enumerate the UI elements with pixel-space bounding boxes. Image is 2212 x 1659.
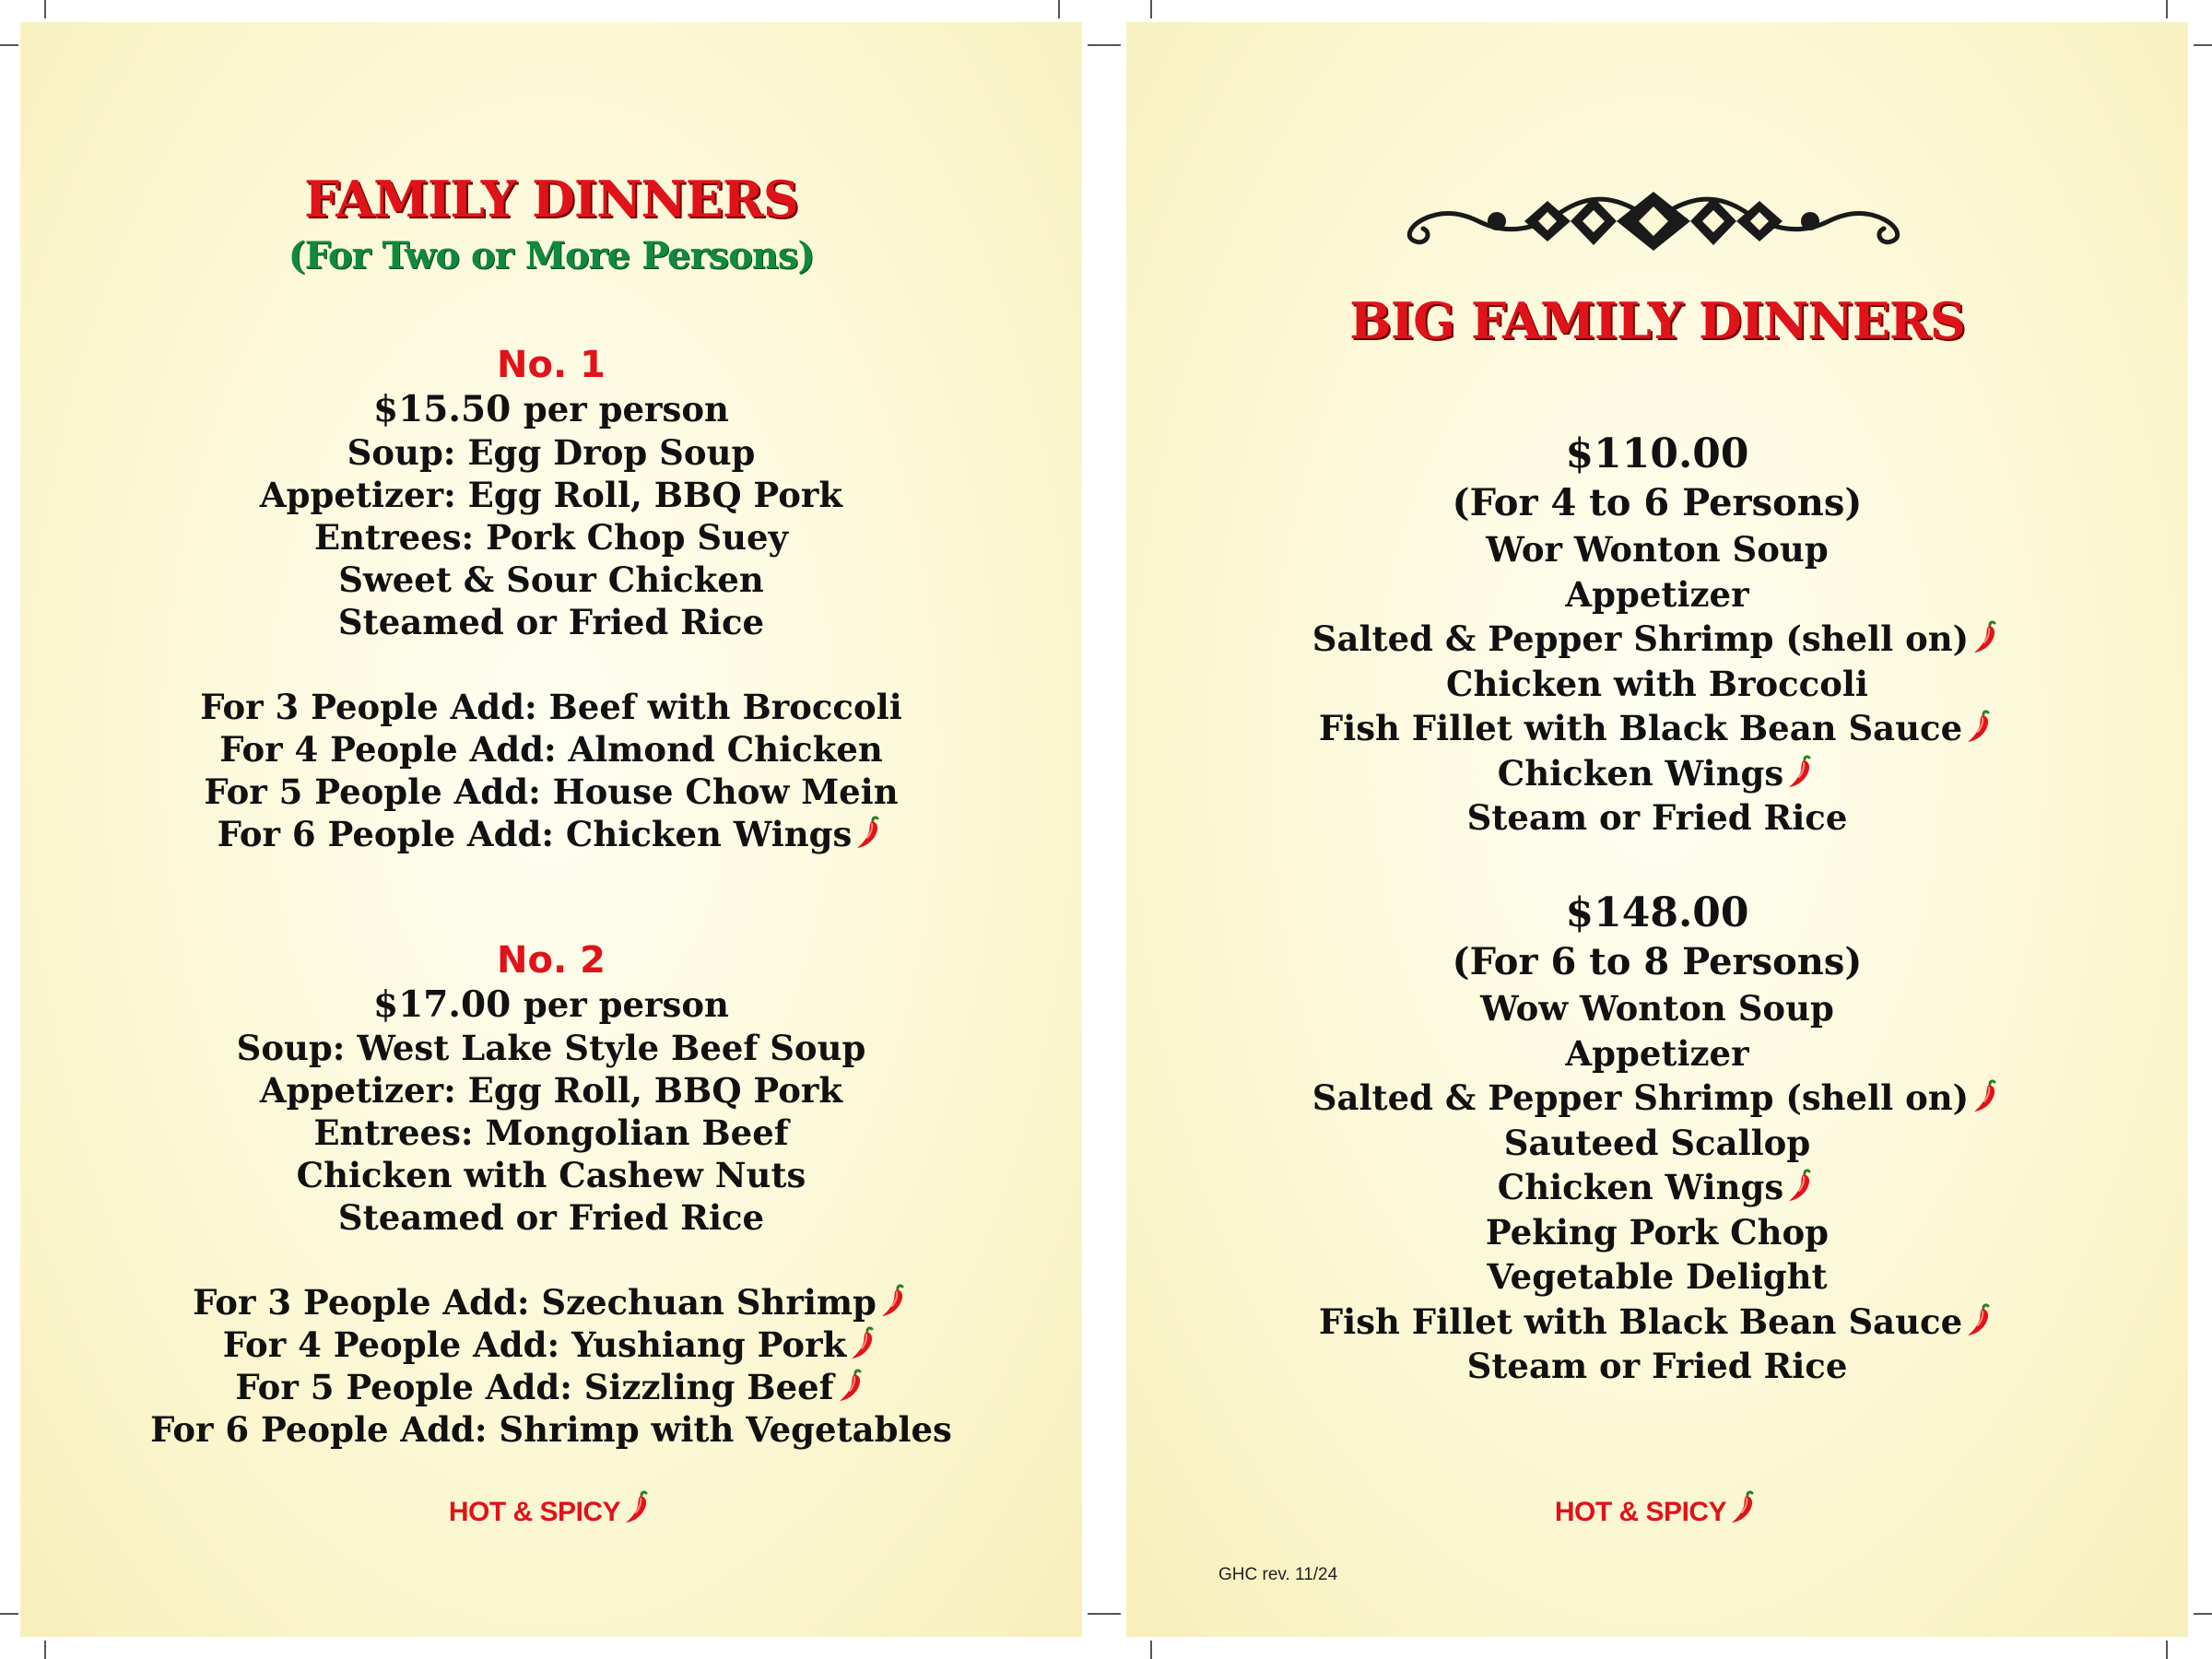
menu-item: Entrees: Mongolian Beef xyxy=(313,1112,789,1153)
menu-item-spicy: Fish Fillet with Black Bean Sauce xyxy=(1126,1300,2188,1345)
crop-mark xyxy=(44,0,46,18)
chili-pepper-icon xyxy=(1785,754,1817,789)
menu-item: Soup: West Lake Style Beef Soup xyxy=(236,1028,866,1068)
crop-mark xyxy=(2194,44,2212,46)
scroll-ornament-icon xyxy=(1386,184,1921,258)
dinner-set-no-1 xyxy=(20,343,1082,855)
dinner-set-no-2 xyxy=(20,938,1082,1451)
menu-item: Appetizer xyxy=(1565,573,1749,615)
set-number: No. 1 xyxy=(497,344,606,386)
per-person-label: per person xyxy=(523,984,729,1025)
menu-item-spicy: Salted & Pepper Shrimp (shell on) xyxy=(1126,1076,2188,1121)
revision-note: GHC rev. 11/24 xyxy=(1218,1565,1338,1584)
chili-pepper-icon xyxy=(1964,1302,1995,1337)
menu-item: Peking Pork Chop xyxy=(1485,1211,1830,1253)
menu-item: Wor Wonton Soup xyxy=(1486,529,1829,570)
extra-item: For 5 People Add: House Chow Mein xyxy=(204,771,899,812)
chili-pepper-icon xyxy=(853,815,885,850)
menu-item: Chicken with Broccoli xyxy=(1446,663,1868,704)
extra-item-spicy: For 5 People Add: Sizzling Beef xyxy=(20,1366,1082,1408)
menu-item: Steam or Fried Rice xyxy=(1466,1346,1848,1386)
crop-mark xyxy=(2166,0,2168,18)
extra-item: For 4 People Add: Almond Chicken xyxy=(219,729,883,770)
set-persons: (For 4 to 6 Persons) xyxy=(1452,481,1863,524)
menu-item-spicy: Fish Fillet with Black Bean Sauce xyxy=(1126,706,2188,751)
chili-pepper-icon xyxy=(1971,619,2002,654)
extra-item-spicy: For 4 People Add: Yushiang Pork xyxy=(20,1324,1082,1366)
per-person-label: per person xyxy=(523,389,729,429)
set-price-line xyxy=(20,387,1082,431)
set-price: $148.00 xyxy=(1565,889,1749,936)
chili-pepper-icon xyxy=(1971,1078,2002,1113)
menu-item: Chicken with Cashew Nuts xyxy=(296,1155,806,1195)
chili-pepper-icon xyxy=(1785,1168,1817,1203)
set-persons: (For 6 to 8 Persons) xyxy=(1452,940,1863,983)
crop-mark xyxy=(0,1613,18,1615)
chili-pepper-icon xyxy=(1964,709,1995,744)
menu-item: Steamed or Fried Rice xyxy=(337,602,765,642)
family-dinners-panel xyxy=(20,22,1082,1637)
crop-mark xyxy=(1150,0,1152,18)
chili-pepper-icon xyxy=(848,1325,879,1360)
chili-pepper-icon xyxy=(622,1489,653,1524)
crop-mark xyxy=(2166,1641,2168,1659)
menu-item: Entrees: Pork Chop Suey xyxy=(313,517,789,558)
menu-item: Soup: Egg Drop Soup xyxy=(347,432,756,473)
set-price: $15.50 xyxy=(373,388,512,430)
menu-item: Wow Wonton Soup xyxy=(1480,988,1834,1029)
crop-mark xyxy=(0,44,18,46)
menu-item: Appetizer xyxy=(1565,1032,1749,1074)
crop-mark xyxy=(1058,0,1060,18)
big-dinner-set-148 xyxy=(1126,888,2188,1389)
menu-item-spicy: Chicken Wings xyxy=(1126,751,2188,796)
menu-item-spicy: Salted & Pepper Shrimp (shell on) xyxy=(1126,617,2188,662)
chili-pepper-icon xyxy=(1728,1489,1759,1524)
extra-item-spicy: For 6 People Add: Chicken Wings xyxy=(20,813,1082,855)
set-price-line xyxy=(20,982,1082,1027)
menu-item: Steam or Fried Rice xyxy=(1466,797,1848,838)
set-price: $110.00 xyxy=(1565,430,1749,477)
page-title: FAMILY DINNERS xyxy=(304,170,798,229)
big-family-dinners-panel xyxy=(1126,22,2188,1637)
hot-spicy-legend: HOT & SPICY xyxy=(1126,1489,2188,1528)
chili-pepper-icon xyxy=(878,1283,910,1318)
menu-item: Sweet & Sour Chicken xyxy=(338,559,764,600)
set-price: $17.00 xyxy=(373,983,512,1026)
menu-item: Vegetable Delight xyxy=(1487,1256,1828,1297)
extra-item: For 6 People Add: Shrimp with Vegetables xyxy=(150,1409,952,1450)
set-number: No. 2 xyxy=(497,939,606,982)
menu-item-spicy: Chicken Wings xyxy=(1126,1165,2188,1210)
chili-pepper-icon xyxy=(836,1368,867,1403)
crop-mark xyxy=(1150,1641,1152,1659)
extra-item-spicy: For 3 People Add: Szechuan Shrimp xyxy=(20,1281,1082,1324)
menu-item: Appetizer: Egg Roll, BBQ Pork xyxy=(259,1070,843,1111)
menu-item: Appetizer: Egg Roll, BBQ Pork xyxy=(259,475,843,515)
hot-spicy-legend: HOT & SPICY xyxy=(20,1489,1082,1528)
extra-item: For 3 People Add: Beef with Broccoli xyxy=(200,687,902,727)
crop-mark xyxy=(44,1641,46,1659)
menu-item: Steamed or Fried Rice xyxy=(337,1197,765,1238)
crop-mark xyxy=(1088,44,1121,46)
page-subtitle: (For Two or More Persons) xyxy=(288,234,815,277)
menu-item: Sauteed Scallop xyxy=(1503,1122,1811,1163)
crop-mark xyxy=(2194,1613,2212,1615)
crop-mark xyxy=(1088,1613,1121,1615)
page-title: BIG FAMILY DINNERS xyxy=(1349,291,1965,350)
big-dinner-set-110 xyxy=(1126,429,2188,841)
